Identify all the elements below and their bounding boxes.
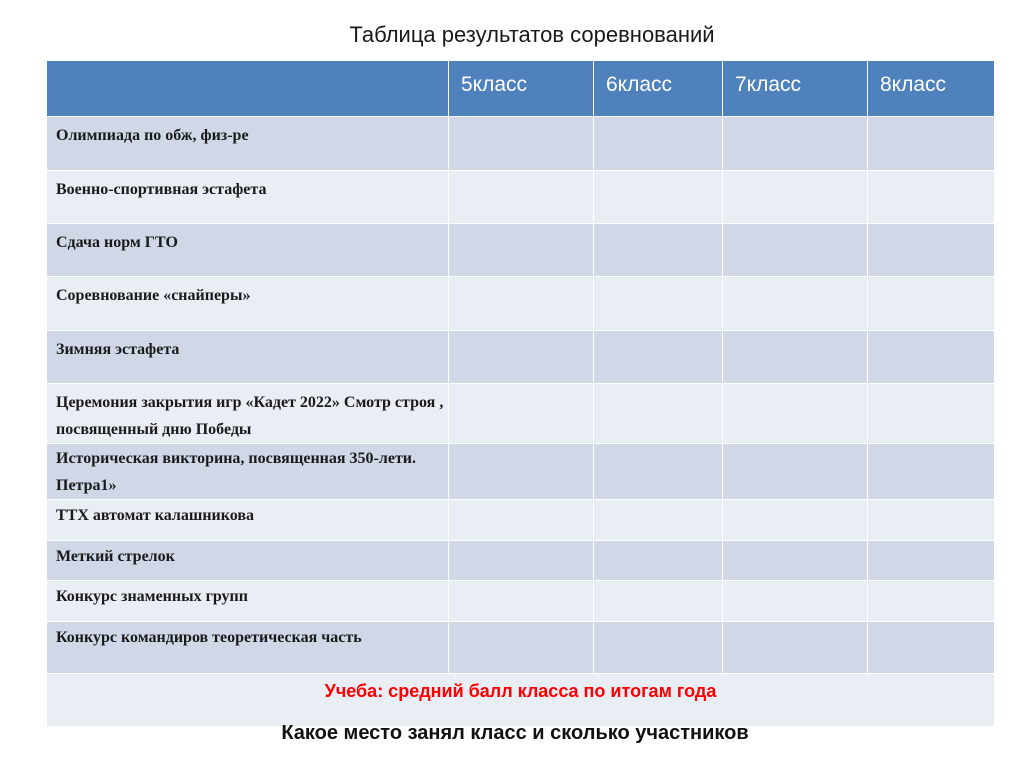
table-row	[47, 277, 995, 331]
table-header-row	[47, 61, 995, 117]
activity-cell: Конкурс командиров теоретическая часть	[47, 622, 449, 674]
score-cell[interactable]	[868, 331, 995, 384]
activity-cell: Военно-спортивная эстафета	[47, 171, 449, 224]
score-cell[interactable]	[723, 171, 868, 224]
score-cell[interactable]	[594, 331, 723, 384]
table-row	[47, 117, 995, 171]
score-cell[interactable]	[723, 541, 868, 581]
activity-cell: Историческая викторина, посвященная 350-лети. Петра1»	[47, 444, 449, 500]
page-title: Таблица результатов соревнований	[349, 22, 715, 47]
score-cell[interactable]	[594, 277, 723, 331]
table-row	[47, 444, 995, 500]
score-cell[interactable]	[868, 622, 995, 674]
score-cell[interactable]	[594, 171, 723, 224]
score-cell[interactable]	[449, 622, 594, 674]
activity-cell: Конкурс знаменных групп	[47, 581, 449, 622]
score-cell[interactable]	[723, 500, 868, 541]
footer-note: Учеба: средний балл класса по итогам года	[47, 674, 995, 727]
score-cell[interactable]	[723, 384, 868, 444]
score-cell[interactable]	[723, 581, 868, 622]
bottom-caption: Какое место занял класс и сколько участников	[281, 722, 749, 744]
activity-cell: Олимпиада по обж, физ-ре	[47, 117, 449, 171]
table-row	[47, 541, 995, 581]
table-row	[47, 622, 995, 674]
score-cell[interactable]	[594, 384, 723, 444]
header-cell-8class: 8класс	[868, 61, 995, 117]
table-row	[47, 331, 995, 384]
score-cell[interactable]	[723, 622, 868, 674]
score-cell[interactable]	[449, 331, 594, 384]
score-cell[interactable]	[449, 171, 594, 224]
score-cell[interactable]	[723, 117, 868, 171]
score-cell[interactable]	[449, 444, 594, 500]
score-cell[interactable]	[594, 224, 723, 277]
score-cell[interactable]	[594, 444, 723, 500]
score-cell[interactable]	[449, 581, 594, 622]
score-cell[interactable]	[449, 500, 594, 541]
score-cell[interactable]	[723, 224, 868, 277]
results-table	[46, 60, 995, 727]
score-cell[interactable]	[868, 171, 995, 224]
activity-cell: Сдача норм ГТО	[47, 224, 449, 277]
score-cell[interactable]	[594, 581, 723, 622]
score-cell[interactable]	[449, 117, 594, 171]
score-cell[interactable]	[449, 277, 594, 331]
score-cell[interactable]	[723, 331, 868, 384]
table-row	[47, 224, 995, 277]
table-row	[47, 171, 995, 224]
score-cell[interactable]	[449, 224, 594, 277]
score-cell[interactable]	[723, 277, 868, 331]
score-cell[interactable]	[868, 117, 995, 171]
activity-cell: Церемония закрытия игр «Кадет 2022» Смотр строя , посвященный дню Победы	[47, 384, 449, 444]
score-cell[interactable]	[594, 541, 723, 581]
table-footer-row	[47, 674, 995, 727]
score-cell[interactable]	[594, 622, 723, 674]
activity-cell: Зимняя эстафета	[47, 331, 449, 384]
score-cell[interactable]	[868, 541, 995, 581]
score-cell[interactable]	[868, 500, 995, 541]
header-cell-activity	[47, 61, 449, 117]
score-cell[interactable]	[868, 581, 995, 622]
score-cell[interactable]	[449, 541, 594, 581]
activity-cell: Соревнование «снайперы»	[47, 277, 449, 331]
table-row	[47, 384, 995, 444]
activity-cell: ТТХ автомат калашникова	[47, 500, 449, 541]
score-cell[interactable]	[594, 117, 723, 171]
score-cell[interactable]	[723, 444, 868, 500]
activity-cell: Меткий стрелок	[47, 541, 449, 581]
score-cell[interactable]	[449, 384, 594, 444]
table-row	[47, 581, 995, 622]
score-cell[interactable]	[868, 384, 995, 444]
table-row	[47, 500, 995, 541]
score-cell[interactable]	[594, 500, 723, 541]
score-cell[interactable]	[868, 224, 995, 277]
header-cell-5class: 5класс	[449, 61, 594, 117]
header-cell-6class: 6класс	[594, 61, 723, 117]
score-cell[interactable]	[868, 444, 995, 500]
score-cell[interactable]	[868, 277, 995, 331]
header-cell-7class: 7класс	[723, 61, 868, 117]
